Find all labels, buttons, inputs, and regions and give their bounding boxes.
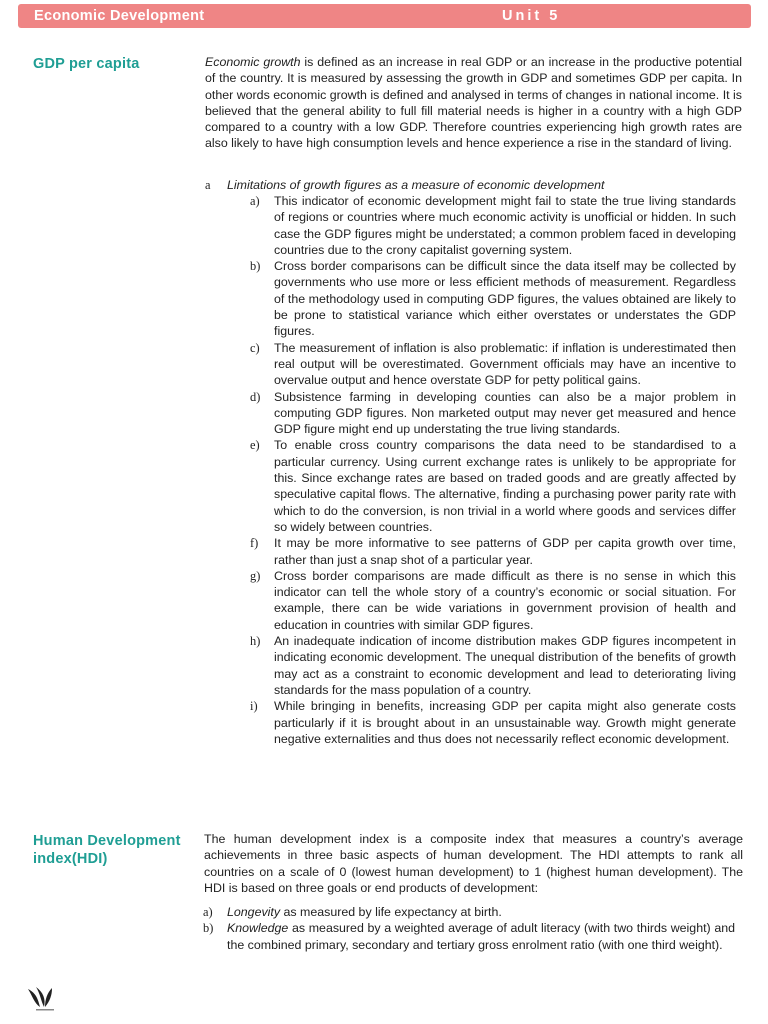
- intro-text: is defined as an increase in real GDP or an increase in the productive potential of the country. It is measured by assessing the growth in GDP and sometimes GDP per capita. In other words economic growth is defined and analysed in terms of changes in national income. It is believed that the general ability to full fill material needs is higher in a country with a high GDP compared to a country with a low GDP. Therefore countries experiencing high growth rates are also likely to have high consumption levels and hence experience a rise in the standard of living.: [205, 55, 742, 151]
- list-item: [203, 920, 735, 953]
- list-text: It may be more informative to see patterns of GDP per capita growth over time, rather than just a snap shot of a particular year.: [274, 536, 736, 567]
- hdi-title-line1: Human Development: [33, 833, 181, 849]
- list-text: as measured by a weighted average of adult literacy (with two thirds weight) and the combined primary, secondary and tertiary gross enrolment ratio (with one third weight).: [227, 921, 735, 952]
- list-item: [250, 568, 736, 633]
- list-marker: a): [203, 905, 213, 919]
- list-marker: g): [250, 568, 261, 583]
- section-title-hdi: [33, 832, 181, 868]
- publisher-logo-icon: [24, 985, 68, 1013]
- list-marker: h): [250, 634, 261, 649]
- hdi-goals-list: [203, 904, 735, 953]
- list-marker: i): [250, 699, 258, 714]
- intro-lead-term: Economic growth: [205, 55, 301, 69]
- list-text: as measured by life expectancy at birth.: [280, 905, 502, 919]
- list-marker: b): [203, 921, 214, 936]
- limitations-subheading: [205, 177, 604, 193]
- list-item: [250, 633, 736, 698]
- list-marker: b): [250, 259, 261, 274]
- list-marker: e): [250, 438, 260, 453]
- list-text: While bringing in benefits, increasing GDP per capita might also generate costs particularly if it is brought about in an unsustainable way. Growth might generate negative externalities and thus does not necessarily reflect economic development.: [274, 699, 736, 746]
- limitations-list: [250, 193, 736, 747]
- list-text: Subsistence farming in developing counties can also be a major problem in computing GDP figures. Non marketed output may never get measured and hence GDP figure might end up understating the true living standards.: [274, 389, 736, 437]
- list-text: Cross border comparisons are made difficult as there is no sense in which this indicator can tell the whole story of a country’s economic or social situation. For example, there can be wide variations in government provision of health and education in countries with similar GDP figures.: [274, 568, 736, 632]
- list-item: [250, 340, 736, 389]
- list-marker: c): [250, 340, 260, 355]
- gdp-intro-paragraph: [205, 54, 742, 152]
- list-marker: a): [250, 194, 260, 208]
- hdi-title-line2: index(HDI): [33, 851, 108, 867]
- list-text: To enable cross country comparisons the data need to be standardised to a particular currency. Using current exchange rates is unlikely to be appropriate for this. Since exchange rates are based on traded goods and are greatly affected by speculative capital flows. The alternative, finding a purchasing power parity rate with which to do the conversion, is non trivial in a world where goods and services differ so widely between countries.: [274, 438, 736, 534]
- header-unit: Unit 5: [502, 8, 561, 24]
- list-text: The measurement of inflation is also problematic: if inflation is underestimated then real output will be overestimated. Government officials may have an incentive to overvalue output and hence overstate GDP for petty political gains.: [274, 340, 736, 388]
- list-marker: d): [250, 389, 261, 404]
- list-item: [250, 535, 736, 568]
- goal-lead: Knowledge: [227, 921, 289, 936]
- page-header: [18, 4, 751, 28]
- list-item: [250, 389, 736, 438]
- list-text: This indicator of economic development might fail to state the true living standards of regions or countries where much economic activity is unofficial or hidden. In such case the GDP figures might be understated; a common problem faced in developing countries due to the crony capitalist governing system.: [274, 194, 736, 257]
- list-item: [203, 904, 735, 920]
- subheading-text: Limitations of growth figures as a measure of economic development: [227, 178, 605, 192]
- list-marker: f): [250, 536, 259, 551]
- subheading-marker: a: [205, 178, 211, 192]
- list-item: [250, 193, 736, 258]
- list-item: [250, 698, 736, 747]
- section-title-gdp: GDP per capita: [33, 56, 140, 72]
- goal-lead: Longevity: [227, 905, 281, 919]
- header-title: Economic Development: [34, 8, 205, 24]
- list-text: An inadequate indication of income distribution makes GDP figures incompetent in indicating economic development. The unequal distribution of the benefits of growth may act as a constraint to economic development and lead to deteriorating living standards for the mass population of a country.: [274, 634, 736, 697]
- list-text: Cross border comparisons can be difficult since the data itself may be collected by governments who use more or less efficient methods of measurement. Regardless of the methodology used in computing GDP figures, the values obtained are likely to be prone to statistical variance which either overstates or understates the GDP figures.: [274, 259, 736, 339]
- hdi-intro-paragraph: The human development index is a composite index that measures a country’s average achievements in three basic aspects of human development. The HDI attempts to rank all countries on a scale of 0 (lowest human development) to 1 (highest human development). The HDI is based on three goals or end products of development:: [204, 832, 743, 895]
- list-item: [250, 437, 736, 535]
- list-item: [250, 258, 736, 339]
